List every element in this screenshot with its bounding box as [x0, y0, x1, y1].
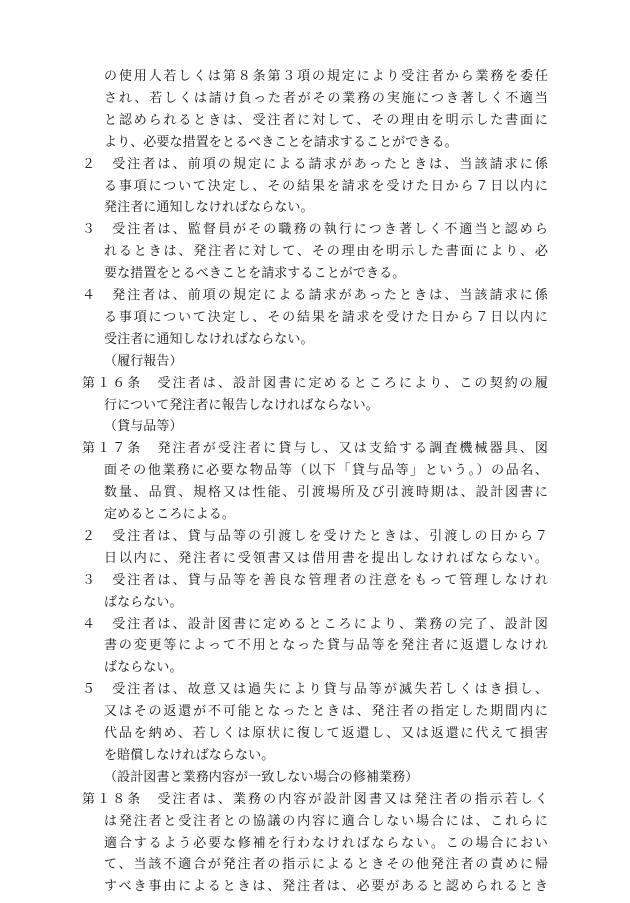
text-line — [104, 701, 550, 723]
text-line — [104, 854, 550, 876]
article-heading — [104, 351, 183, 373]
line-text: 行について発注者に報告しなければならない。 — [104, 397, 379, 413]
article-line — [82, 438, 550, 460]
line-text: 第１８条 受注者は、業務の内容が設計図書又は発注者の指示若しく — [82, 791, 550, 807]
line-text: 面その他業務に必要な物品等（以下「貸与品等」という。）の品名、 — [104, 463, 550, 479]
text-line — [104, 176, 550, 198]
line-text: を賠償しなければならない。 — [104, 747, 275, 763]
line-text: ３ 受注者は、貸与品等を善良な管理者の注意をもって管理しなけれ — [82, 572, 550, 588]
text-line — [104, 833, 550, 855]
line-text: 受注者に通知しなければならない。 — [104, 331, 314, 347]
text-line — [104, 592, 183, 614]
line-text: と認められるときは、受注者に対して、その理由を明示した書面に — [104, 112, 550, 128]
line-text: 適合するよう必要な修補を行わなければならない。この場合におい — [104, 835, 550, 851]
article-line — [82, 373, 550, 395]
line-text: され、若しくは請け負った者がその業務の実施につき著しく不適当 — [104, 90, 550, 106]
line-text: 第１６条 受注者は、設計図書に定めるところにより、この契約の履 — [82, 375, 550, 391]
text-line — [104, 132, 458, 154]
text-line — [104, 329, 314, 351]
text-line — [104, 395, 379, 417]
paragraph-start-line — [82, 614, 550, 636]
line-text: る事項について決定し、その結果を請求を受けた日から７日以内に — [104, 178, 550, 194]
line-text: ばならない。 — [104, 660, 183, 676]
text-line — [104, 263, 405, 285]
line-text: 数量、品質、規格又は性能、引渡場所及び引渡時期は、設計図書に — [104, 485, 550, 501]
line-text: （貸与品等） — [104, 419, 183, 435]
article-line — [82, 789, 550, 811]
line-text: ばならない。 — [104, 594, 183, 610]
line-text: ５ 受注者は、故意又は過失により貸与品等が滅失若しくはき損し、 — [82, 682, 550, 698]
line-text: 日以内に、発注者に受領書又は借用書を提出しなければならない。 — [104, 550, 550, 566]
line-text: ４ 発注者は、前項の規定による請求があったときは、当該請求に係 — [82, 288, 550, 303]
line-text: 発注者に通知しなければならない。 — [104, 200, 314, 216]
text-line — [104, 460, 549, 482]
line-text: すべき事由によるときは、発注者は、必要があると認められるとき — [104, 879, 550, 895]
line-text: ２ 受注者は、前項の規定による請求があったときは、当該請求に係 — [82, 156, 550, 172]
line-text: て、当該不適合が発注者の指示によるときその他発注者の責めに帰 — [104, 857, 550, 873]
line-text: 代品を納め、若しくは原状に復して返還し、又は返還に代えて損害 — [104, 726, 550, 741]
line-text: 定めるところによる。 — [104, 507, 236, 522]
text-line — [104, 876, 550, 898]
text-line — [104, 197, 314, 219]
text-line — [104, 66, 550, 88]
paragraph-start-line — [82, 570, 550, 592]
paragraph-start-line — [82, 285, 550, 307]
text-line — [104, 307, 550, 329]
line-text: れるときは、発注者に対して、その理由を明示した書面により、必 — [104, 244, 550, 260]
text-line — [104, 635, 550, 657]
line-text: 要な措置をとるべきことを請求することができる。 — [104, 266, 406, 282]
paragraph-start-line — [82, 154, 550, 176]
line-text: ３ 受注者は、監督員がその職務の執行につき著しく不適当と認めら — [82, 222, 551, 238]
line-text: より、必要な措置をとるべきことを請求することができる。 — [104, 134, 458, 150]
text-line — [104, 241, 550, 263]
line-text: は発注者と受注者との協議の内容に適合しない場合には、これらに — [104, 813, 550, 829]
text-line — [104, 811, 550, 833]
text-line — [104, 482, 550, 504]
text-line — [104, 88, 550, 110]
paragraph-start-line — [82, 526, 550, 548]
line-text: ４ 受注者は、設計図書に定めるところにより、業務の完了、設計図 — [82, 616, 550, 632]
paragraph-start-line — [82, 219, 550, 241]
line-text: （履行報告） — [104, 353, 183, 369]
line-text: 又はその返還が不可能となったときは、発注者の指定した期間内に — [104, 704, 550, 720]
text-line — [104, 110, 550, 132]
text-line — [104, 723, 550, 745]
line-text: る事項について決定し、その結果を請求を受けた日から７日以内に — [104, 309, 550, 325]
line-text: 第１７条 発注者が受注者に貸与し、又は支給する調査機械器具、図 — [82, 441, 550, 457]
text-line — [104, 548, 550, 570]
article-heading — [104, 416, 183, 438]
line-text: 書の変更等によって不用となった貸与品等を発注者に返還しなけれ — [104, 638, 550, 654]
text-line — [104, 745, 274, 767]
article-heading — [104, 767, 418, 789]
line-text: （設計図書と業務内容が一致しない場合の修補業務） — [104, 769, 419, 785]
line-text: の使用人若しくは第８条第３項の規定により受注者から業務を委任 — [104, 69, 550, 84]
text-line — [104, 657, 183, 679]
paragraph-start-line — [82, 679, 550, 701]
line-text: ２ 受注者は、貸与品等の引渡しを受けたときは、引渡しの日から７ — [82, 528, 550, 544]
text-line — [104, 504, 235, 526]
